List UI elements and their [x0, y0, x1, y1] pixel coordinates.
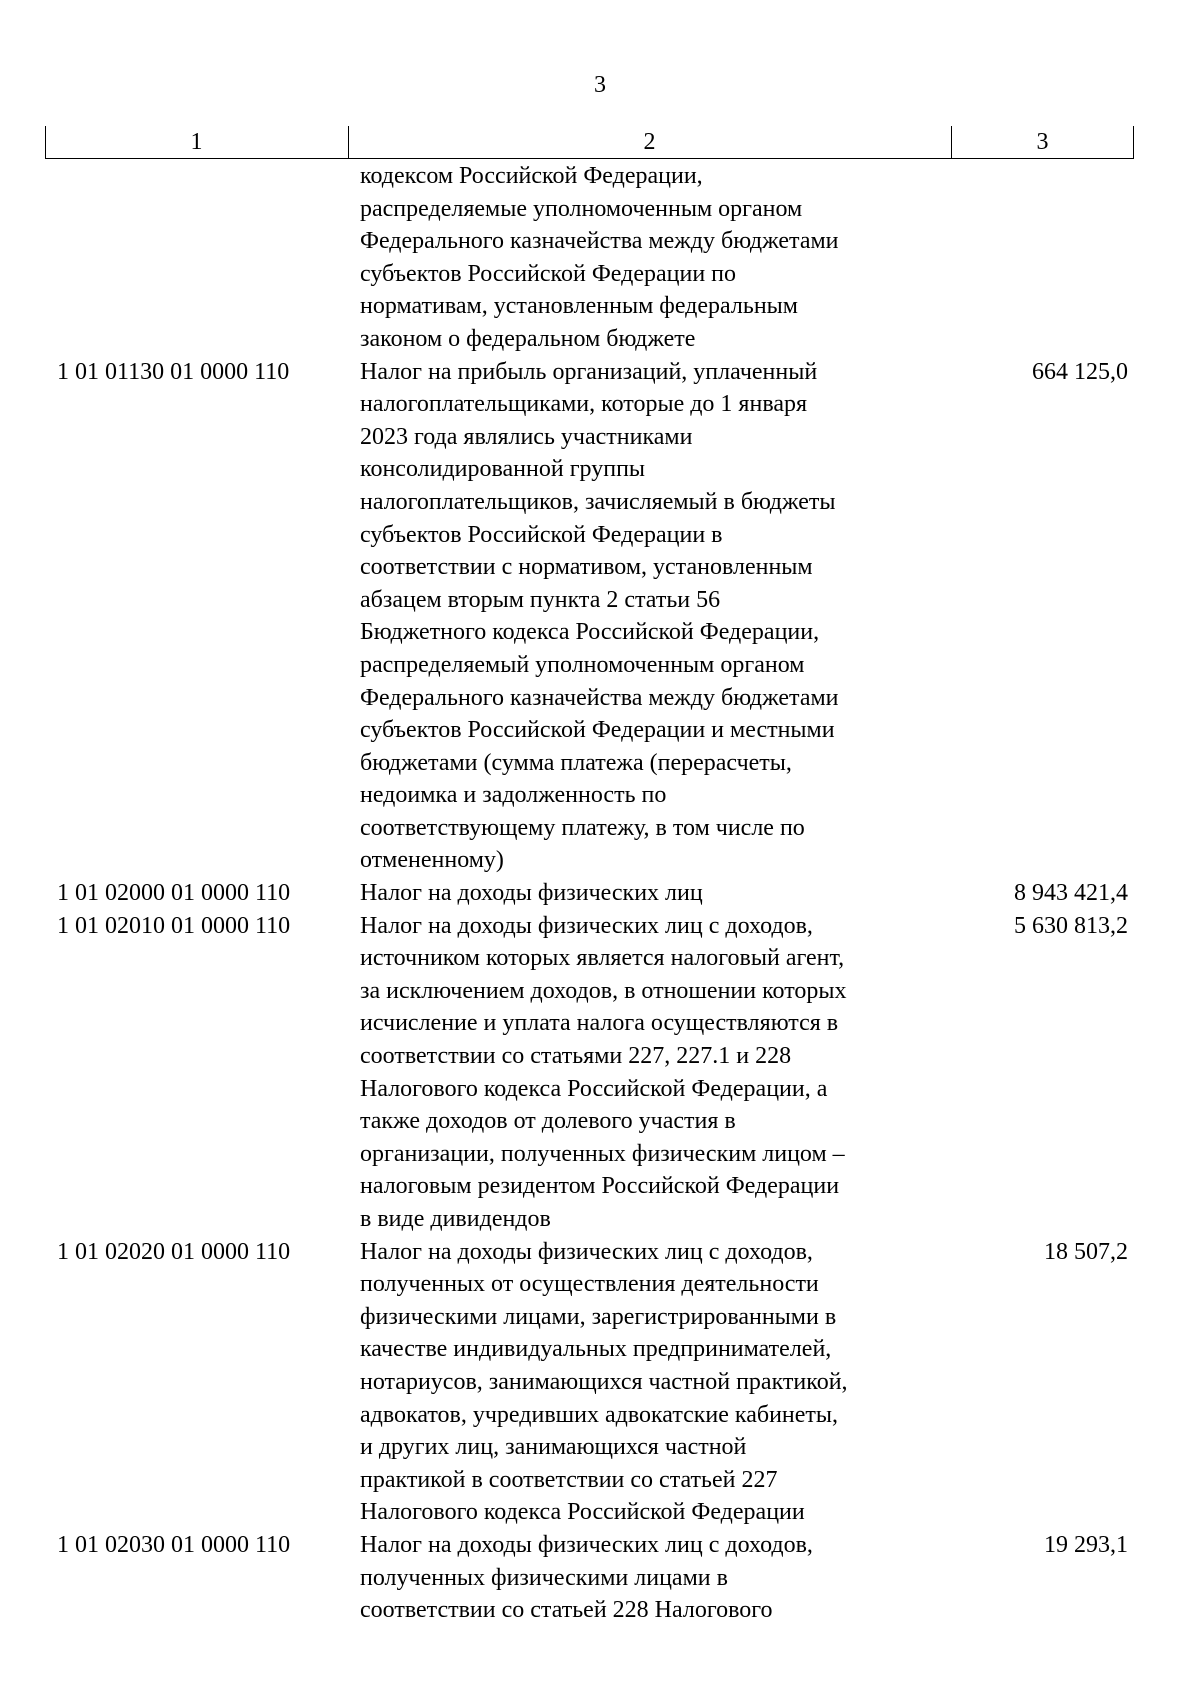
description-line: кодексом Российской Федерации, [360, 163, 703, 189]
description-line: недоимка и задолженность по [360, 782, 667, 809]
description-line: адвокатов, учредивших адвокатские кабинеты, [360, 1401, 839, 1428]
description-line: распределяемые уполномоченным органом [360, 195, 803, 222]
row-code: 1 01 02030 01 0000 110 [57, 1531, 291, 1558]
description-line: субъектов Российской Федерации по [360, 260, 737, 287]
description-line: бюджетами (сумма платежа (перерасчеты, [360, 749, 792, 776]
description-line: отмененному) [360, 847, 504, 874]
description-line: полученных физическими лицами в [360, 1564, 728, 1591]
table-row [0, 910, 1200, 1236]
row-description [360, 160, 950, 356]
row-description [360, 877, 950, 910]
description-line: соответствии со статьями 227, 227.1 и 228 [360, 1043, 792, 1070]
row-amount: 19 293,1 [1044, 1531, 1128, 1558]
description-line: законом о федеральном бюджете [360, 325, 696, 352]
row-description [360, 910, 950, 1236]
description-line: налогоплательщиками, которые до 1 января [360, 391, 808, 418]
description-line: Бюджетного кодекса Российской Федерации, [360, 619, 820, 646]
header-cell-1: 1 [190, 129, 203, 155]
description-line: организации, полученных физическим лицом – [360, 1140, 845, 1167]
description-line: Налог на прибыль организаций, уплаченный [360, 358, 818, 385]
description-line: субъектов Российской Федерации и местными [360, 717, 835, 744]
description-line: субъектов Российской Федерации в [360, 521, 723, 548]
description-line: нормативам, установленным федеральным [360, 293, 798, 320]
description-line: качестве индивидуальных предпринимателей, [360, 1336, 832, 1363]
header-cell-2: 2 [643, 129, 656, 155]
description-line: соответствии со статьей 228 Налогового [360, 1597, 773, 1624]
description-line: Федерального казначейства между бюджетами [360, 684, 839, 711]
row-amount: 18 507,2 [1044, 1238, 1128, 1265]
table-row [0, 1529, 1200, 1627]
row-description [360, 1236, 950, 1529]
row-description [360, 1529, 950, 1627]
table-row [0, 1236, 1200, 1529]
header-border-right [1133, 126, 1134, 158]
description-line: 2023 года являлись участниками [360, 423, 693, 450]
table-row [0, 160, 1200, 356]
description-line: также доходов от долевого участия в [360, 1108, 736, 1135]
row-code: 1 01 01130 01 0000 110 [57, 358, 290, 385]
row-amount: 5 630 813,2 [1014, 912, 1128, 939]
description-line: Налог на доходы физических лиц с доходов, [360, 1531, 813, 1558]
header-cell-3: 3 [1036, 129, 1049, 155]
description-line: Налогового кодекса Российской Федерации, а [360, 1075, 828, 1102]
description-line: распределяемый уполномоченным органом [360, 651, 805, 678]
description-line: абзацем вторым пункта 2 статьи 56 [360, 586, 721, 613]
description-line: консолидированной группы [360, 456, 646, 483]
description-line: и других лиц, занимающихся частной [360, 1434, 747, 1461]
table-header [45, 126, 1134, 159]
description-line: практикой в соответствии со статьей 227 [360, 1466, 778, 1493]
table-body [0, 160, 1200, 1627]
description-line: Налог на доходы физических лиц с доходов, [360, 912, 813, 939]
description-line: за исключением доходов, в отношении которых [360, 977, 847, 1004]
row-amount: 664 125,0 [1032, 358, 1128, 385]
description-line: Федерального казначейства между бюджетами [360, 228, 839, 255]
row-code: 1 01 02000 01 0000 110 [57, 880, 291, 907]
description-line: Налог на доходы физических лиц [360, 880, 703, 907]
description-line: источником которых является налоговый агент, [360, 945, 845, 972]
description-line: налогоплательщиков, зачисляемый в бюджеты [360, 488, 836, 515]
description-line: исчисление и уплата налога осуществляются в [360, 1010, 839, 1037]
description-line: физическими лицами, зарегистрированными в [360, 1303, 837, 1330]
description-line: в виде дивидендов [360, 1206, 551, 1232]
description-line: соответствии с нормативом, установленным [360, 554, 813, 581]
table-row [0, 356, 1200, 878]
description-line: Налогового кодекса Российской Федерации [360, 1499, 805, 1526]
row-description [360, 356, 950, 878]
row-code: 1 01 02020 01 0000 110 [57, 1238, 291, 1265]
row-code: 1 01 02010 01 0000 110 [57, 912, 291, 939]
page-number: 3 [594, 72, 606, 98]
description-line: нотариусов, занимающихся частной практикой, [360, 1368, 848, 1395]
row-amount: 8 943 421,4 [1014, 880, 1128, 907]
description-line: Налог на доходы физических лиц с доходов, [360, 1238, 813, 1265]
description-line: полученных от осуществления деятельности [360, 1271, 819, 1298]
description-line: соответствующему платежу, в том числе по [360, 814, 805, 841]
description-line: налоговым резидентом Российской Федерации [360, 1173, 840, 1200]
table-row [0, 877, 1200, 910]
